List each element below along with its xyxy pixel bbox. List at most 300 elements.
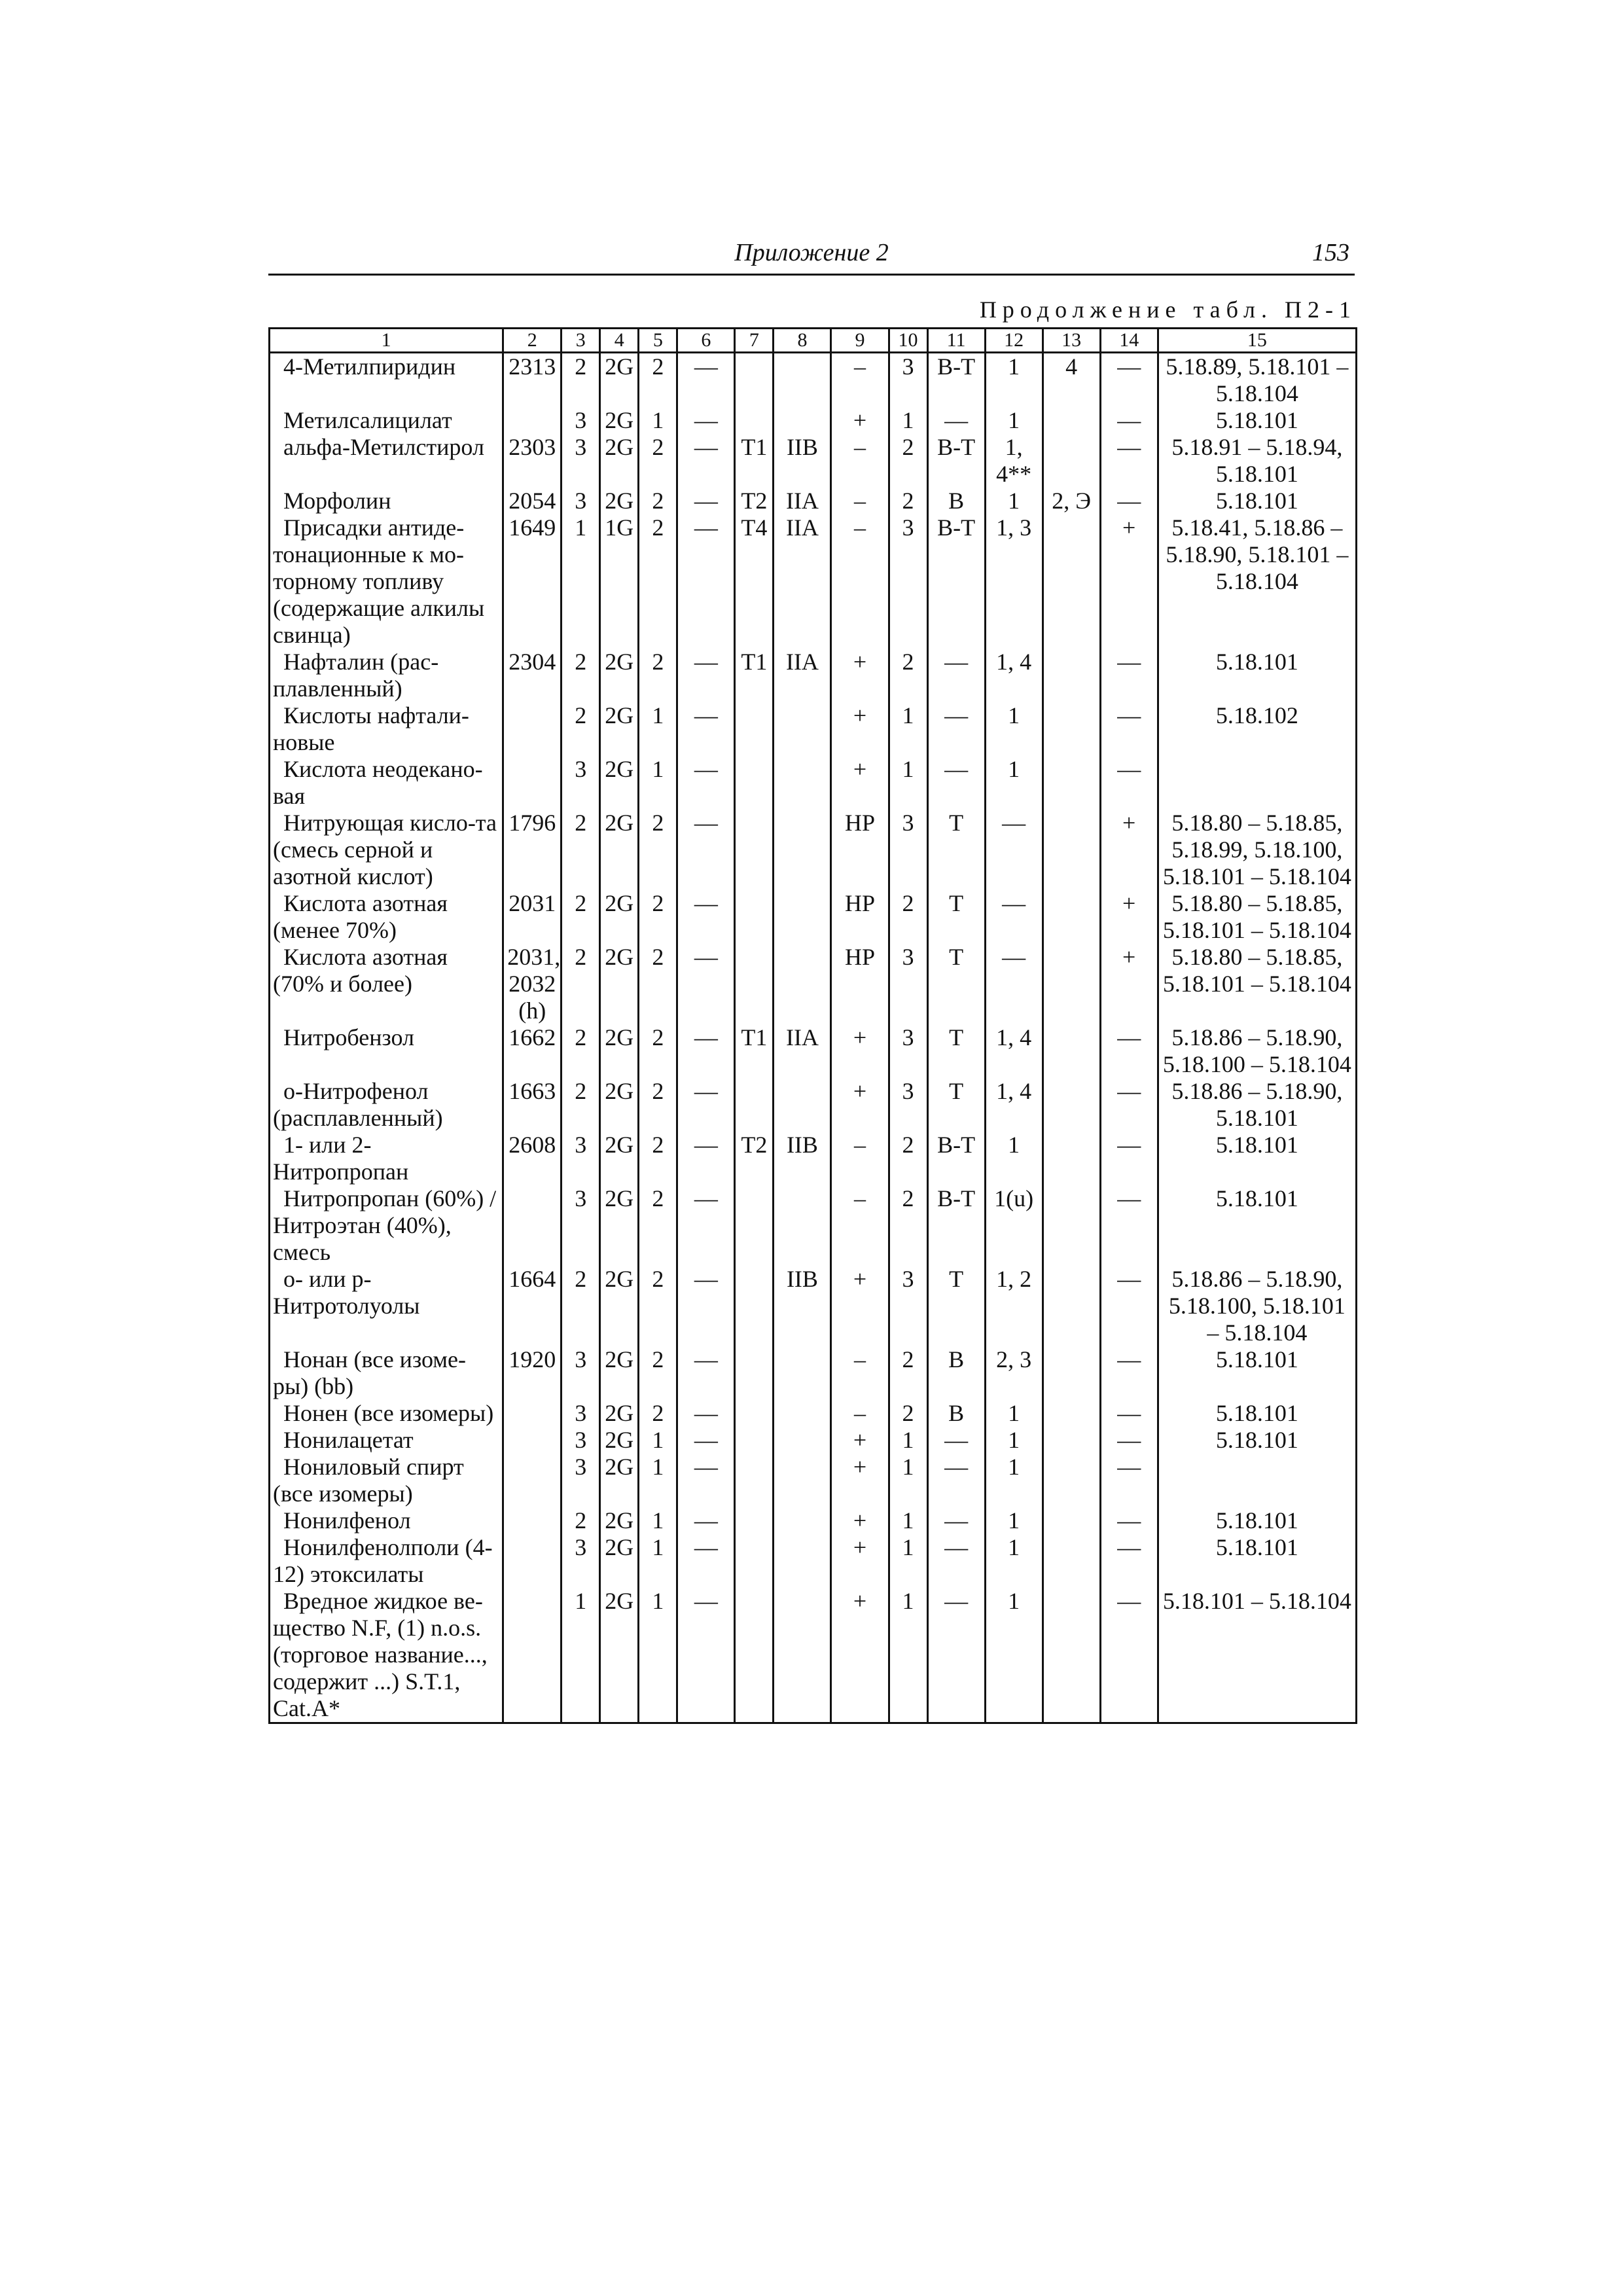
tank-type-cell: 2	[639, 434, 677, 488]
equipment-group-cell	[774, 890, 831, 944]
table-row	[270, 514, 1357, 649]
tank-type-cell: 1	[639, 407, 677, 434]
emergency-equipment-cell	[1043, 1132, 1100, 1185]
substance-name-cell: 4-Метилпиридин	[270, 353, 503, 408]
un-number-cell: 1662	[503, 1024, 562, 1078]
electrical-value-cell: НР	[831, 944, 889, 1024]
hazard-value-cell: 1	[562, 514, 600, 649]
fire-protection-cell: —	[985, 810, 1043, 890]
substance-name-cell: о-Нитрофенол (расплавленный)	[270, 1078, 503, 1132]
fire-protection-cell: 1, 3	[985, 514, 1043, 649]
special-marker-cell: +	[1100, 890, 1158, 944]
tank-type-cell: 1	[639, 1507, 677, 1534]
gauging-cell: 2	[889, 434, 927, 488]
hazard-value-cell: 2	[562, 649, 600, 702]
special-marker-cell: —	[1100, 407, 1158, 434]
electrical-value-cell: НР	[831, 810, 889, 890]
equipment-group-cell	[774, 1454, 831, 1507]
ship-type-cell: 2G	[600, 810, 639, 890]
temperature-class-cell: Т2	[735, 1132, 774, 1185]
vapour-detection-cell: —	[927, 1454, 985, 1507]
electrical-value-cell: +	[831, 649, 889, 702]
electrical-value-cell: +	[831, 1078, 889, 1132]
tank-type-cell: 2	[639, 1266, 677, 1346]
equipment-group-cell: IIА	[774, 514, 831, 649]
special-requirements-cell: 5.18.91 – 5.18.94, 5.18.101	[1158, 434, 1356, 488]
substance-name-cell: Нитрующая кисло-та (смесь серной и азотной кислот)	[270, 810, 503, 890]
equipment-group-cell	[774, 407, 831, 434]
emergency-equipment-cell	[1043, 810, 1100, 890]
ship-type-cell: 1G	[600, 514, 639, 649]
column-header: 5	[639, 329, 677, 353]
gauging-cell: 2	[889, 488, 927, 514]
equipment-group-cell	[774, 1078, 831, 1132]
temperature-class-cell: Т1	[735, 434, 774, 488]
fire-protection-cell: 1	[985, 1400, 1043, 1427]
special-marker-cell: —	[1100, 649, 1158, 702]
special-requirements-cell: 5.18.101	[1158, 1185, 1356, 1266]
table-row	[270, 1588, 1357, 1723]
ship-type-cell: 2G	[600, 407, 639, 434]
column-header: 14	[1100, 329, 1158, 353]
table-row	[270, 1507, 1357, 1534]
electrical-value-cell: +	[831, 1454, 889, 1507]
column-header: 9	[831, 329, 889, 353]
tank-vents-cell: —	[677, 756, 735, 810]
substances-table	[268, 327, 1357, 1724]
emergency-equipment-cell	[1043, 1185, 1100, 1266]
ship-type-cell: 2G	[600, 1534, 639, 1588]
substance-name-cell: Кислота азотная (70% и более)	[270, 944, 503, 1024]
un-number-cell: 1664	[503, 1266, 562, 1346]
special-marker-cell: —	[1100, 1346, 1158, 1400]
equipment-group-cell	[774, 1507, 831, 1534]
vapour-detection-cell: В-Т	[927, 1185, 985, 1266]
temperature-class-cell	[735, 1588, 774, 1723]
table-row	[270, 434, 1357, 488]
temperature-class-cell	[735, 1534, 774, 1588]
equipment-group-cell	[774, 1400, 831, 1427]
tank-vents-cell: —	[677, 514, 735, 649]
un-number-cell: 2031	[503, 890, 562, 944]
un-number-cell	[503, 756, 562, 810]
table-row	[270, 1266, 1357, 1346]
tank-type-cell: 2	[639, 810, 677, 890]
tank-vents-cell: —	[677, 434, 735, 488]
temperature-class-cell	[735, 702, 774, 756]
fire-protection-cell: 1	[985, 1427, 1043, 1454]
tank-type-cell: 1	[639, 1427, 677, 1454]
hazard-value-cell: 2	[562, 1266, 600, 1346]
hazard-value-cell: 3	[562, 1454, 600, 1507]
vapour-detection-cell: Т	[927, 944, 985, 1024]
equipment-group-cell	[774, 756, 831, 810]
fire-protection-cell: —	[985, 890, 1043, 944]
column-header: 3	[562, 329, 600, 353]
ship-type-cell: 2G	[600, 1346, 639, 1400]
ship-type-cell: 2G	[600, 1078, 639, 1132]
table-row	[270, 1024, 1357, 1078]
gauging-cell: 2	[889, 649, 927, 702]
gauging-cell: 3	[889, 810, 927, 890]
hazard-value-cell: 2	[562, 1078, 600, 1132]
gauging-cell: 2	[889, 1132, 927, 1185]
special-marker-cell: —	[1100, 1588, 1158, 1723]
fire-protection-cell: 1, 4	[985, 1024, 1043, 1078]
special-marker-cell: —	[1100, 702, 1158, 756]
tank-type-cell: 2	[639, 1132, 677, 1185]
gauging-cell: 3	[889, 353, 927, 408]
hazard-value-cell: 3	[562, 1400, 600, 1427]
fire-protection-cell: 1, 4**	[985, 434, 1043, 488]
substance-name-cell: Морфолин	[270, 488, 503, 514]
hazard-value-cell: 2	[562, 890, 600, 944]
electrical-value-cell: +	[831, 407, 889, 434]
substance-name-cell: Нонилфенолполи (4-12) этоксилаты	[270, 1534, 503, 1588]
fire-protection-cell: 1, 2	[985, 1266, 1043, 1346]
emergency-equipment-cell	[1043, 1346, 1100, 1400]
electrical-value-cell: +	[831, 702, 889, 756]
fire-protection-cell: 1(u)	[985, 1185, 1043, 1266]
equipment-group-cell	[774, 1534, 831, 1588]
column-header: 13	[1043, 329, 1100, 353]
gauging-cell: 2	[889, 1185, 927, 1266]
column-header: 1	[270, 329, 503, 353]
substance-name-cell: Нитробензол	[270, 1024, 503, 1078]
un-number-cell: 1663	[503, 1078, 562, 1132]
substance-name-cell: Присадки антиде-тонационные к мо-торному топливу (содержащие алкилы свинца)	[270, 514, 503, 649]
tank-type-cell: 1	[639, 1588, 677, 1723]
substance-name-cell: Нониловый спирт (все изомеры)	[270, 1454, 503, 1507]
table-row	[270, 702, 1357, 756]
ship-type-cell: 2G	[600, 649, 639, 702]
equipment-group-cell	[774, 1185, 831, 1266]
tank-vents-cell: —	[677, 1427, 735, 1454]
electrical-value-cell: +	[831, 756, 889, 810]
un-number-cell: 2303	[503, 434, 562, 488]
special-marker-cell: —	[1100, 1507, 1158, 1534]
gauging-cell: 3	[889, 1024, 927, 1078]
ship-type-cell: 2G	[600, 756, 639, 810]
hazard-value-cell: 1	[562, 1588, 600, 1723]
running-title: Приложение 2	[734, 239, 889, 266]
tank-vents-cell: —	[677, 1400, 735, 1427]
tank-type-cell: 2	[639, 1078, 677, 1132]
gauging-cell: 1	[889, 1507, 927, 1534]
fire-protection-cell: 1, 4	[985, 649, 1043, 702]
column-header: 4	[600, 329, 639, 353]
un-number-cell: 1920	[503, 1346, 562, 1400]
un-number-cell	[503, 407, 562, 434]
special-marker-cell: —	[1100, 1024, 1158, 1078]
un-number-cell: 1649	[503, 514, 562, 649]
hazard-value-cell: 2	[562, 1507, 600, 1534]
equipment-group-cell	[774, 1346, 831, 1400]
substance-name-cell: 1- или 2-Нитропропан	[270, 1132, 503, 1185]
special-requirements-cell	[1158, 756, 1356, 810]
gauging-cell: 3	[889, 944, 927, 1024]
temperature-class-cell: Т4	[735, 514, 774, 649]
fire-protection-cell: 1	[985, 407, 1043, 434]
un-number-cell	[503, 1400, 562, 1427]
tank-vents-cell: —	[677, 1078, 735, 1132]
vapour-detection-cell: В	[927, 1400, 985, 1427]
ship-type-cell: 2G	[600, 1266, 639, 1346]
emergency-equipment-cell	[1043, 1024, 1100, 1078]
substance-name-cell: Кислоты нафтали-новые	[270, 702, 503, 756]
electrical-value-cell: –	[831, 353, 889, 408]
emergency-equipment-cell	[1043, 514, 1100, 649]
special-marker-cell: —	[1100, 1185, 1158, 1266]
substance-name-cell: Нонилфенол	[270, 1507, 503, 1534]
substance-name-cell: Вредное жидкое ве-щество N.F, (1) n.o.s. (торговое название..., содержит ...) S.T.1, Cat.A*	[270, 1588, 503, 1723]
column-header: 6	[677, 329, 735, 353]
hazard-value-cell: 2	[562, 702, 600, 756]
vapour-detection-cell: —	[927, 407, 985, 434]
special-marker-cell: —	[1100, 488, 1158, 514]
equipment-group-cell	[774, 1588, 831, 1723]
gauging-cell: 1	[889, 1588, 927, 1723]
equipment-group-cell: IIВ	[774, 1266, 831, 1346]
vapour-detection-cell: —	[927, 649, 985, 702]
fire-protection-cell: 1	[985, 756, 1043, 810]
hazard-value-cell: 2	[562, 810, 600, 890]
gauging-cell: 2	[889, 1346, 927, 1400]
special-marker-cell: —	[1100, 353, 1158, 408]
vapour-detection-cell: В	[927, 1346, 985, 1400]
gauging-cell: 3	[889, 1078, 927, 1132]
un-number-cell	[503, 1185, 562, 1266]
special-marker-cell: —	[1100, 1266, 1158, 1346]
electrical-value-cell: +	[831, 1534, 889, 1588]
table-row	[270, 890, 1357, 944]
electrical-value-cell: –	[831, 434, 889, 488]
substance-name-cell: Метилсалицилат	[270, 407, 503, 434]
vapour-detection-cell: —	[927, 1507, 985, 1534]
emergency-equipment-cell	[1043, 1400, 1100, 1427]
emergency-equipment-cell	[1043, 1078, 1100, 1132]
column-header: 7	[735, 329, 774, 353]
table-row	[270, 1400, 1357, 1427]
tank-vents-cell: —	[677, 649, 735, 702]
table-row	[270, 1078, 1357, 1132]
substance-name-cell: альфа-Метилстирол	[270, 434, 503, 488]
special-marker-cell: —	[1100, 1454, 1158, 1507]
table-row	[270, 1346, 1357, 1400]
tank-vents-cell: —	[677, 1266, 735, 1346]
temperature-class-cell	[735, 890, 774, 944]
vapour-detection-cell: —	[927, 1427, 985, 1454]
gauging-cell: 1	[889, 1427, 927, 1454]
ship-type-cell: 2G	[600, 702, 639, 756]
tank-vents-cell: —	[677, 1185, 735, 1266]
tank-type-cell: 2	[639, 514, 677, 649]
table-row	[270, 649, 1357, 702]
table-row	[270, 944, 1357, 1024]
page-number: 153	[1312, 239, 1349, 266]
temperature-class-cell: Т1	[735, 1024, 774, 1078]
special-requirements-cell: 5.18.101 – 5.18.104	[1158, 1588, 1356, 1723]
vapour-detection-cell: В-Т	[927, 1132, 985, 1185]
electrical-value-cell: +	[831, 1266, 889, 1346]
gauging-cell: 3	[889, 514, 927, 649]
emergency-equipment-cell	[1043, 1454, 1100, 1507]
electrical-value-cell: –	[831, 488, 889, 514]
equipment-group-cell	[774, 353, 831, 408]
column-header: 12	[985, 329, 1043, 353]
equipment-group-cell: IIВ	[774, 434, 831, 488]
table-row	[270, 1427, 1357, 1454]
tank-vents-cell: —	[677, 407, 735, 434]
vapour-detection-cell: —	[927, 1588, 985, 1723]
tank-vents-cell: —	[677, 353, 735, 408]
tank-vents-cell: —	[677, 810, 735, 890]
equipment-group-cell	[774, 810, 831, 890]
special-requirements-cell: 5.18.86 – 5.18.90, 5.18.100, 5.18.101 – 5.18.104	[1158, 1266, 1356, 1346]
hazard-value-cell: 3	[562, 1427, 600, 1454]
tank-type-cell: 2	[639, 1346, 677, 1400]
temperature-class-cell	[735, 756, 774, 810]
fire-protection-cell: 1	[985, 1132, 1043, 1185]
fire-protection-cell: 1	[985, 1588, 1043, 1723]
temperature-class-cell	[735, 1507, 774, 1534]
electrical-value-cell: –	[831, 1346, 889, 1400]
emergency-equipment-cell	[1043, 434, 1100, 488]
equipment-group-cell	[774, 702, 831, 756]
emergency-equipment-cell	[1043, 756, 1100, 810]
table-row	[270, 488, 1357, 514]
electrical-value-cell: –	[831, 1132, 889, 1185]
special-requirements-cell: 5.18.101	[1158, 1400, 1356, 1427]
table-row	[270, 1534, 1357, 1588]
fire-protection-cell: 1	[985, 353, 1043, 408]
special-requirements-cell: 5.18.86 – 5.18.90, 5.18.101	[1158, 1078, 1356, 1132]
vapour-detection-cell: В	[927, 488, 985, 514]
tank-type-cell: 2	[639, 890, 677, 944]
special-requirements-cell: 5.18.101	[1158, 649, 1356, 702]
hazard-value-cell: 3	[562, 407, 600, 434]
emergency-equipment-cell	[1043, 1507, 1100, 1534]
temperature-class-cell	[735, 407, 774, 434]
special-requirements-cell	[1158, 1454, 1356, 1507]
special-requirements-cell: 5.18.101	[1158, 1534, 1356, 1588]
temperature-class-cell	[735, 1185, 774, 1266]
table-row	[270, 810, 1357, 890]
electrical-value-cell: –	[831, 514, 889, 649]
ship-type-cell: 2G	[600, 1454, 639, 1507]
ship-type-cell: 2G	[600, 353, 639, 408]
ship-type-cell: 2G	[600, 1132, 639, 1185]
hazard-value-cell: 3	[562, 1534, 600, 1588]
tank-type-cell: 1	[639, 1534, 677, 1588]
column-header: 10	[889, 329, 927, 353]
temperature-class-cell	[735, 810, 774, 890]
fire-protection-cell: 1	[985, 1454, 1043, 1507]
tank-vents-cell: —	[677, 1507, 735, 1534]
fire-protection-cell: 1	[985, 488, 1043, 514]
equipment-group-cell: IIВ	[774, 1132, 831, 1185]
special-requirements-cell: 5.18.80 – 5.18.85, 5.18.101 – 5.18.104	[1158, 944, 1356, 1024]
table-row	[270, 1454, 1357, 1507]
electrical-value-cell: –	[831, 1185, 889, 1266]
ship-type-cell: 2G	[600, 1400, 639, 1427]
special-marker-cell: —	[1100, 1400, 1158, 1427]
temperature-class-cell	[735, 1266, 774, 1346]
tank-type-cell: 2	[639, 1185, 677, 1266]
ship-type-cell: 2G	[600, 890, 639, 944]
tank-type-cell: 2	[639, 649, 677, 702]
tank-vents-cell: —	[677, 1346, 735, 1400]
vapour-detection-cell: —	[927, 1534, 985, 1588]
column-header: 11	[927, 329, 985, 353]
special-marker-cell: +	[1100, 514, 1158, 649]
substance-name-cell: о- или р-Нитротолуолы	[270, 1266, 503, 1346]
substance-name-cell: Кислота неодекано-вая	[270, 756, 503, 810]
table-row	[270, 1132, 1357, 1185]
vapour-detection-cell: —	[927, 702, 985, 756]
special-marker-cell: —	[1100, 1132, 1158, 1185]
hazard-value-cell: 3	[562, 1185, 600, 1266]
substance-name-cell: Нонен (все изомеры)	[270, 1400, 503, 1427]
hazard-value-cell: 3	[562, 1346, 600, 1400]
emergency-equipment-cell	[1043, 702, 1100, 756]
special-requirements-cell: 5.18.101	[1158, 1132, 1356, 1185]
emergency-equipment-cell	[1043, 944, 1100, 1024]
hazard-value-cell: 3	[562, 756, 600, 810]
ship-type-cell: 2G	[600, 434, 639, 488]
temperature-class-cell	[735, 1346, 774, 1400]
special-requirements-cell: 5.18.89, 5.18.101 – 5.18.104	[1158, 353, 1356, 408]
fire-protection-cell: —	[985, 944, 1043, 1024]
electrical-value-cell: НР	[831, 890, 889, 944]
gauging-cell: 1	[889, 1534, 927, 1588]
tank-vents-cell: —	[677, 1454, 735, 1507]
electrical-value-cell: +	[831, 1588, 889, 1723]
electrical-value-cell: +	[831, 1024, 889, 1078]
substance-name-cell: Нонилацетат	[270, 1427, 503, 1454]
emergency-equipment-cell	[1043, 1266, 1100, 1346]
tank-type-cell: 2	[639, 353, 677, 408]
gauging-cell: 3	[889, 1266, 927, 1346]
vapour-detection-cell: Т	[927, 1078, 985, 1132]
ship-type-cell: 2G	[600, 488, 639, 514]
special-requirements-cell: 5.18.101	[1158, 1346, 1356, 1400]
tank-vents-cell: —	[677, 1132, 735, 1185]
special-marker-cell: +	[1100, 944, 1158, 1024]
special-marker-cell: —	[1100, 434, 1158, 488]
running-header	[268, 237, 1355, 276]
special-requirements-cell: 5.18.80 – 5.18.85, 5.18.101 – 5.18.104	[1158, 890, 1356, 944]
table-row	[270, 1185, 1357, 1266]
hazard-value-cell: 3	[562, 488, 600, 514]
temperature-class-cell	[735, 1400, 774, 1427]
un-number-cell: 2031, 2032 (h)	[503, 944, 562, 1024]
emergency-equipment-cell: 4	[1043, 353, 1100, 408]
ship-type-cell: 2G	[600, 1024, 639, 1078]
un-number-cell	[503, 1427, 562, 1454]
special-requirements-cell: 5.18.86 – 5.18.90, 5.18.100 – 5.18.104	[1158, 1024, 1356, 1078]
ship-type-cell: 2G	[600, 1507, 639, 1534]
table-continuation-label: Продолжение табл. П2-1	[979, 296, 1357, 323]
special-requirements-cell: 5.18.41, 5.18.86 – 5.18.90, 5.18.101 – 5.18.104	[1158, 514, 1356, 649]
tank-vents-cell: —	[677, 1588, 735, 1723]
emergency-equipment-cell	[1043, 649, 1100, 702]
emergency-equipment-cell	[1043, 890, 1100, 944]
special-marker-cell: +	[1100, 810, 1158, 890]
vapour-detection-cell: Т	[927, 1024, 985, 1078]
electrical-value-cell: +	[831, 1427, 889, 1454]
un-number-cell	[503, 702, 562, 756]
